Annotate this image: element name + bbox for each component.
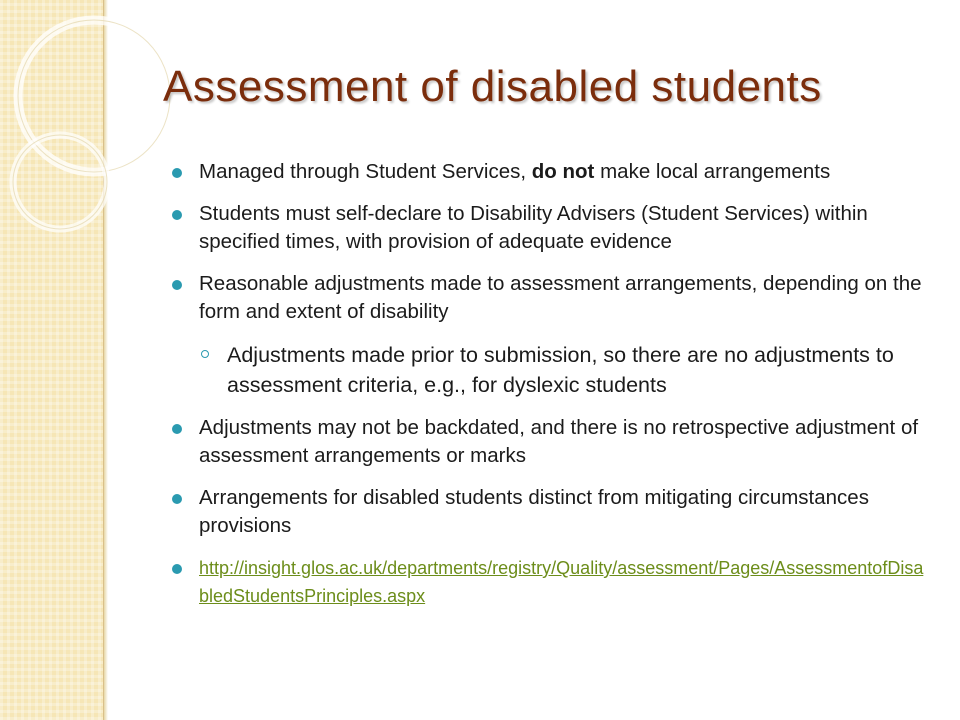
- bullet-text: Students must self-declare to Disability Advisers (Student Services) within specified times, with provision of adequate evidence: [199, 202, 868, 253]
- bullet-dot-icon: [172, 424, 182, 434]
- bullet-item: [171, 200, 931, 256]
- bullet-text: Adjustments may not be backdated, and there is no retrospective adjustment of assessment arrangements or marks: [199, 416, 919, 467]
- principles-link[interactable]: http://insight.glos.ac.uk/departments/registry/Quality/assessment/Pages/AssessmentofDisabledStudentsPrinciples.aspx: [199, 558, 924, 606]
- slide-title: Assessment of disabled students: [163, 62, 822, 111]
- bullet-emphasis: do not: [531, 160, 595, 183]
- sub-bullet-text: Adjustments made prior to submission, so there are no adjustments to assessment criteria, e.g., for dyslexic students: [227, 343, 894, 397]
- bullet-text: Arrangements for disabled students distinct from mitigating circumstances provisions: [199, 486, 869, 537]
- bullet-text: make local arrangements: [594, 160, 831, 183]
- bullet-text: Reasonable adjustments made to assessment arrangements, depending on the form and extent of disability: [199, 272, 922, 323]
- bullet-item: [171, 158, 931, 186]
- bullet-text: Managed through Student Services,: [199, 160, 532, 183]
- bullet-item: [171, 270, 931, 326]
- bullet-dot-icon: [172, 168, 182, 178]
- bullet-dot-icon: [172, 564, 182, 574]
- bullet-dot-icon: [172, 494, 182, 504]
- sub-bullet-ring-icon: [201, 350, 209, 358]
- bullet-dot-icon: [172, 280, 182, 290]
- bullet-item: [171, 414, 931, 470]
- bullet-item: [171, 554, 931, 610]
- bullet-dot-icon: [172, 210, 182, 220]
- bullet-item: [171, 484, 931, 540]
- bullet-list: [171, 158, 931, 624]
- sub-bullet-item: [199, 340, 931, 400]
